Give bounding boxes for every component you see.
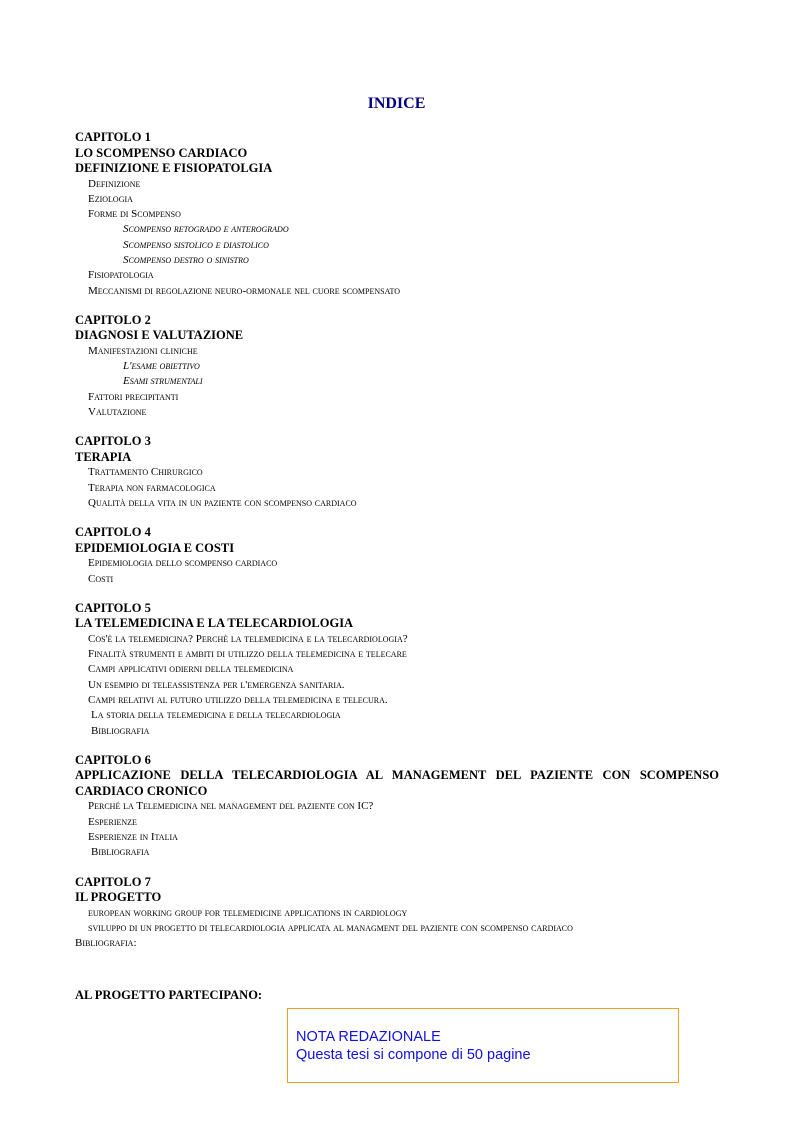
chapter-6 <box>75 753 719 861</box>
toc-subsection[interactable]: Scompenso sistolico e diastolico <box>123 238 269 251</box>
toc-section[interactable]: Finalità strumenti e ambiti di utilizzo della telemedicina e telecare <box>88 648 407 661</box>
toc-section[interactable]: Fisiopatologia <box>88 269 154 282</box>
toc-section[interactable]: Definizione <box>88 177 141 190</box>
editorial-note-text: Questa tesi si compone di 50 pagine <box>296 1047 531 1063</box>
chapter-number[interactable]: CAPITOLO 5 <box>75 600 151 615</box>
toc-section[interactable]: Fattori precipitanti <box>88 390 179 403</box>
chapter-title[interactable]: EPIDEMIOLOGIA E COSTI <box>75 540 235 555</box>
chapter-4 <box>75 525 719 587</box>
toc-section[interactable]: Valutazione <box>88 406 147 419</box>
chapter-2 <box>75 313 719 420</box>
toc-section[interactable]: Costi <box>88 572 114 585</box>
chapter-number[interactable]: CAPITOLO 6 <box>75 752 151 767</box>
chapter-title[interactable]: DEFINIZIONE E FISIOPATOLGIA <box>75 161 273 175</box>
toc-subsection[interactable]: L'esame obiettivo <box>123 360 200 373</box>
chapter-7 <box>75 875 719 952</box>
toc-section[interactable]: Terapia non farmacologica <box>88 481 216 494</box>
chapter-title[interactable]: LO SCOMPENSO CARDIACO <box>75 145 248 160</box>
toc-section[interactable]: Trattamento Chirurgico <box>88 466 203 479</box>
toc-section[interactable]: Meccanismi di regolazione neuro-ormonale nel cuore scompensato <box>88 284 401 297</box>
toc-section[interactable]: La storia della telemedicina e della telecardiologia <box>91 709 341 722</box>
chapter-title[interactable]: IL PROGETTO <box>75 890 162 905</box>
toc-section[interactable]: Epidemiologia dello scompenso cardiaco <box>88 557 278 570</box>
toc-section[interactable]: Bibliografia <box>91 846 150 859</box>
chapter-1 <box>75 130 719 299</box>
toc-section[interactable]: Bibliografia: <box>75 937 137 950</box>
page-title: INDICE <box>367 95 426 112</box>
toc-section[interactable]: Forme di Scompenso <box>88 208 181 221</box>
toc-section[interactable]: Campi relativi al futuro utilizzo della telemedicina e telecura. <box>88 694 388 707</box>
toc-subsection[interactable]: Scompenso retogrado e anterogrado <box>123 223 289 236</box>
toc-section[interactable]: Cos'è la telemedicina? Perchè la telemedicina e la telecardiologia? <box>88 632 408 645</box>
toc-section[interactable]: Un esempio di teleassistenza per l'emergenza sanitaria. <box>88 678 345 691</box>
toc-subsection[interactable]: Esami strumentali <box>123 375 203 388</box>
toc-section[interactable]: Esperienze <box>88 815 137 828</box>
toc-section[interactable]: Bibliografia <box>91 724 150 737</box>
toc-section[interactable]: Esperienze in Italia <box>88 831 178 844</box>
editorial-note-box <box>287 1008 679 1083</box>
toc-section[interactable]: Manifestazioni cliniche <box>88 344 198 357</box>
chapter-title[interactable]: DIAGNOSI E VALUTAZIONE <box>75 328 244 343</box>
chapter-title[interactable]: APPLICAZIONE DELLA TELECARDIOLOGIA AL MANAGEMENT DEL PAZIENTE CON SCOMPENSO CARDIACO CRONICO <box>75 768 719 798</box>
chapter-number[interactable]: CAPITOLO 1 <box>75 130 151 144</box>
editorial-note-title: NOTA REDAZIONALE <box>296 1029 441 1045</box>
toc-section[interactable]: Eziologia <box>88 192 133 205</box>
chapter-number[interactable]: CAPITOLO 3 <box>75 434 151 449</box>
chapter-number[interactable]: CAPITOLO 2 <box>75 312 151 327</box>
chapter-title[interactable]: LA TELEMEDICINA E LA TELECARDIOLOGIA <box>75 616 354 631</box>
chapter-number[interactable]: CAPITOLO 7 <box>75 874 151 889</box>
toc-section[interactable]: sviluppo di un progetto di telecardiologia applicata al managment del paziente con scompenso cardiaco <box>88 921 573 934</box>
chapter-title[interactable]: TERAPIA <box>75 449 132 464</box>
toc-section[interactable]: Qualità della vita in un paziente con scompenso cardiaco <box>88 496 357 509</box>
chapter-5 <box>75 601 719 739</box>
table-of-contents <box>75 130 719 966</box>
chapter-3 <box>75 434 719 511</box>
toc-section[interactable]: european working group for telemedicine applications in cardiology <box>88 906 408 919</box>
toc-subsection[interactable]: Scompenso destro o sinistro <box>123 253 249 266</box>
chapter-number[interactable]: CAPITOLO 4 <box>75 525 151 540</box>
participants-heading: AL PROGETTO PARTECIPANO: <box>75 988 263 1002</box>
toc-section[interactable]: Campi applicativi odierni della telemedicina <box>88 663 294 676</box>
toc-section[interactable]: Perché la Telemedicina nel management del paziente con IC? <box>88 800 374 813</box>
